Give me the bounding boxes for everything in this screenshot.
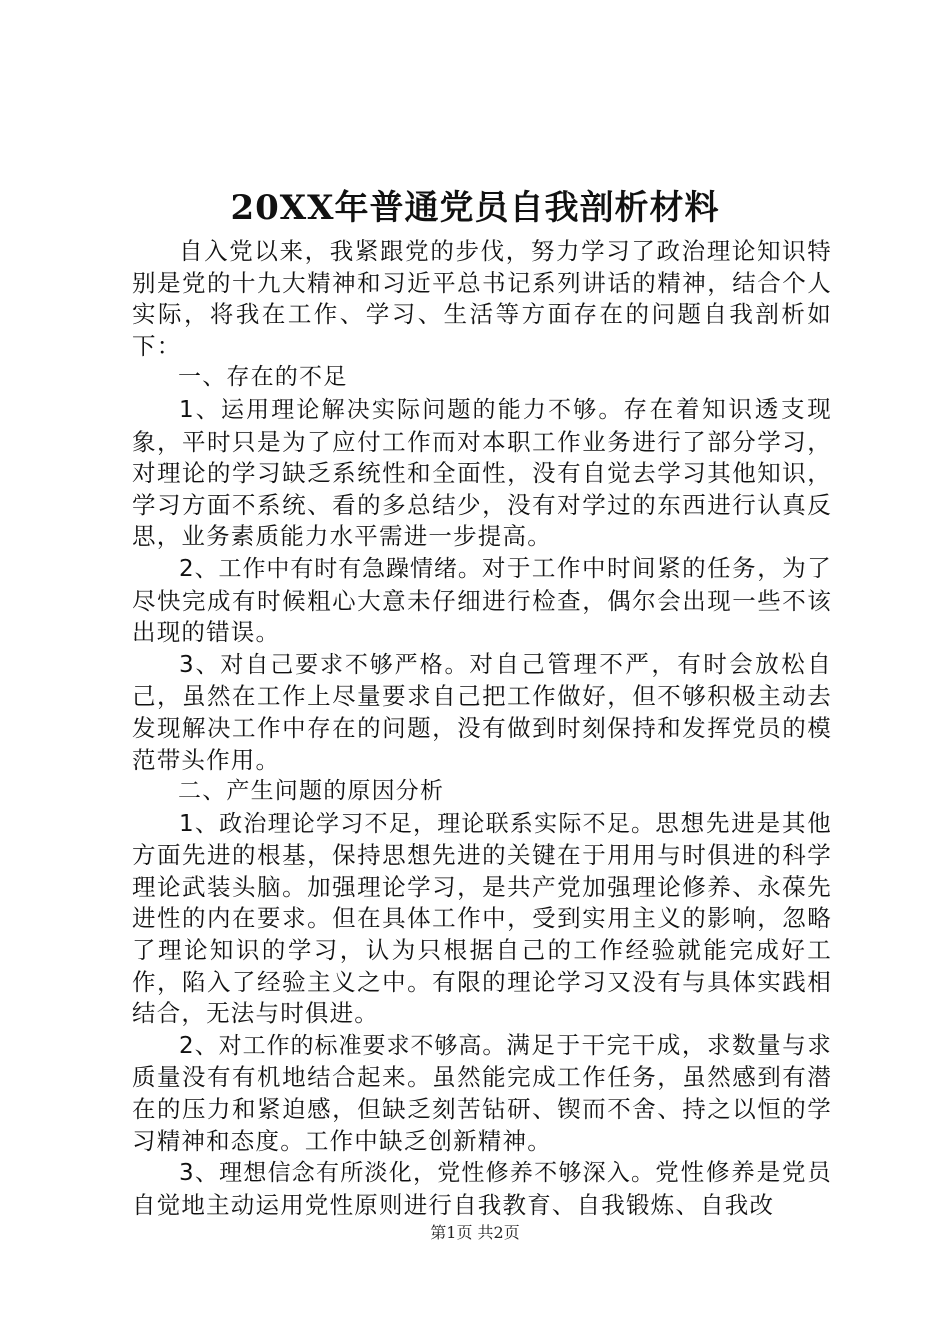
paragraph-lead: 3、对自己要求不够严格。 (179, 651, 470, 678)
paragraph-lead: 2、工作中有时有急躁情绪。 (179, 555, 482, 582)
paragraph-lead: 3、理想信念有所淡化，党性修养不够深入。 (179, 1160, 656, 1187)
paragraph-1-3 (132, 649, 832, 776)
paragraph-text: 满足于干完干成，求数量与求质量没有有机地结合起来。虽然能完成工作任务，虽然感到有潜在的压力和紧迫感，但缺乏刻苦钻研、锲而不舍、持之以恒的学习精神和态度。工作中缺乏创新精神。 (132, 1030, 832, 1155)
paragraph-text: 党性修养是党员自觉地主动运用党性原则进行自我教育、自我锻炼、自我改 (132, 1158, 832, 1219)
paragraph-text: 思想先进是其他方面先进的根基，保持思想先进的关键在于用用与时俱进的科学理论武装头脑。加强理论学习，是共产党加强理论修养、永葆先进性的内在要求。但在具体工作中，受到实用主义的影响，忽略了理论知识的学习，认为只根据自己的工作经验就能完成好工作，陷入了经验主义之中。有限的理论学习又没有与具体实践相结合，无法与时俱进。 (132, 808, 832, 1028)
document-title: 20XX年普通党员自我剖析材料 (230, 188, 720, 228)
paragraph-text: 对于工作中时间紧的任务，为了尽快完成有时候粗心大意未仔细进行检查，偶尔会出现一些不该出现的错误。 (132, 553, 832, 647)
section-heading-2: 二、产生问题的原因分析 (178, 778, 445, 805)
page-footer: 第1页 共2页 (430, 1223, 520, 1242)
paragraph-1-2 (132, 553, 832, 649)
paragraph-2-3 (132, 1157, 832, 1221)
paragraph-2-1 (132, 808, 832, 1030)
paragraph-text: 对自己管理不严，有时会放松自己，虽然在工作上尽量要求自己把工作做好，但不够积极主动去发现解决工作中存在的问题，没有做到时刻保持和发挥党员的模范带头作用。 (132, 649, 832, 774)
paragraph-lead: 2、对工作的标准要求不够高。 (179, 1032, 507, 1059)
paragraph-1-1 (132, 394, 832, 553)
section-heading-1: 一、存在的不足 (178, 364, 348, 391)
intro-paragraph: 自入党以来，我紧跟党的步伐，努力学习了政治理论知识特别是党的十九大精神和习近平总书记系列讲话的精神，结合个人实际，将我在工作、学习、生活等方面存在的问题自我剖析如下： (132, 237, 832, 360)
paragraph-lead: 1、运用理论解决实际问题的能力不够。 (179, 396, 624, 423)
paragraph-text: 存在着知识透支现象，平时只是为了应付工作而对本职工作业务进行了部分学习，对理论的学习缺乏系统性和全面性，没有自觉去学习其他知识，学习方面不系统、看的多总结少，没有对学过的东西进行认真反思，业务素质能力水平需进一步提高。 (132, 394, 832, 551)
document-body (132, 236, 832, 1221)
paragraph-lead: 1、政治理论学习不足，理论联系实际不足。 (179, 810, 656, 837)
paragraph-2-2 (132, 1030, 832, 1157)
